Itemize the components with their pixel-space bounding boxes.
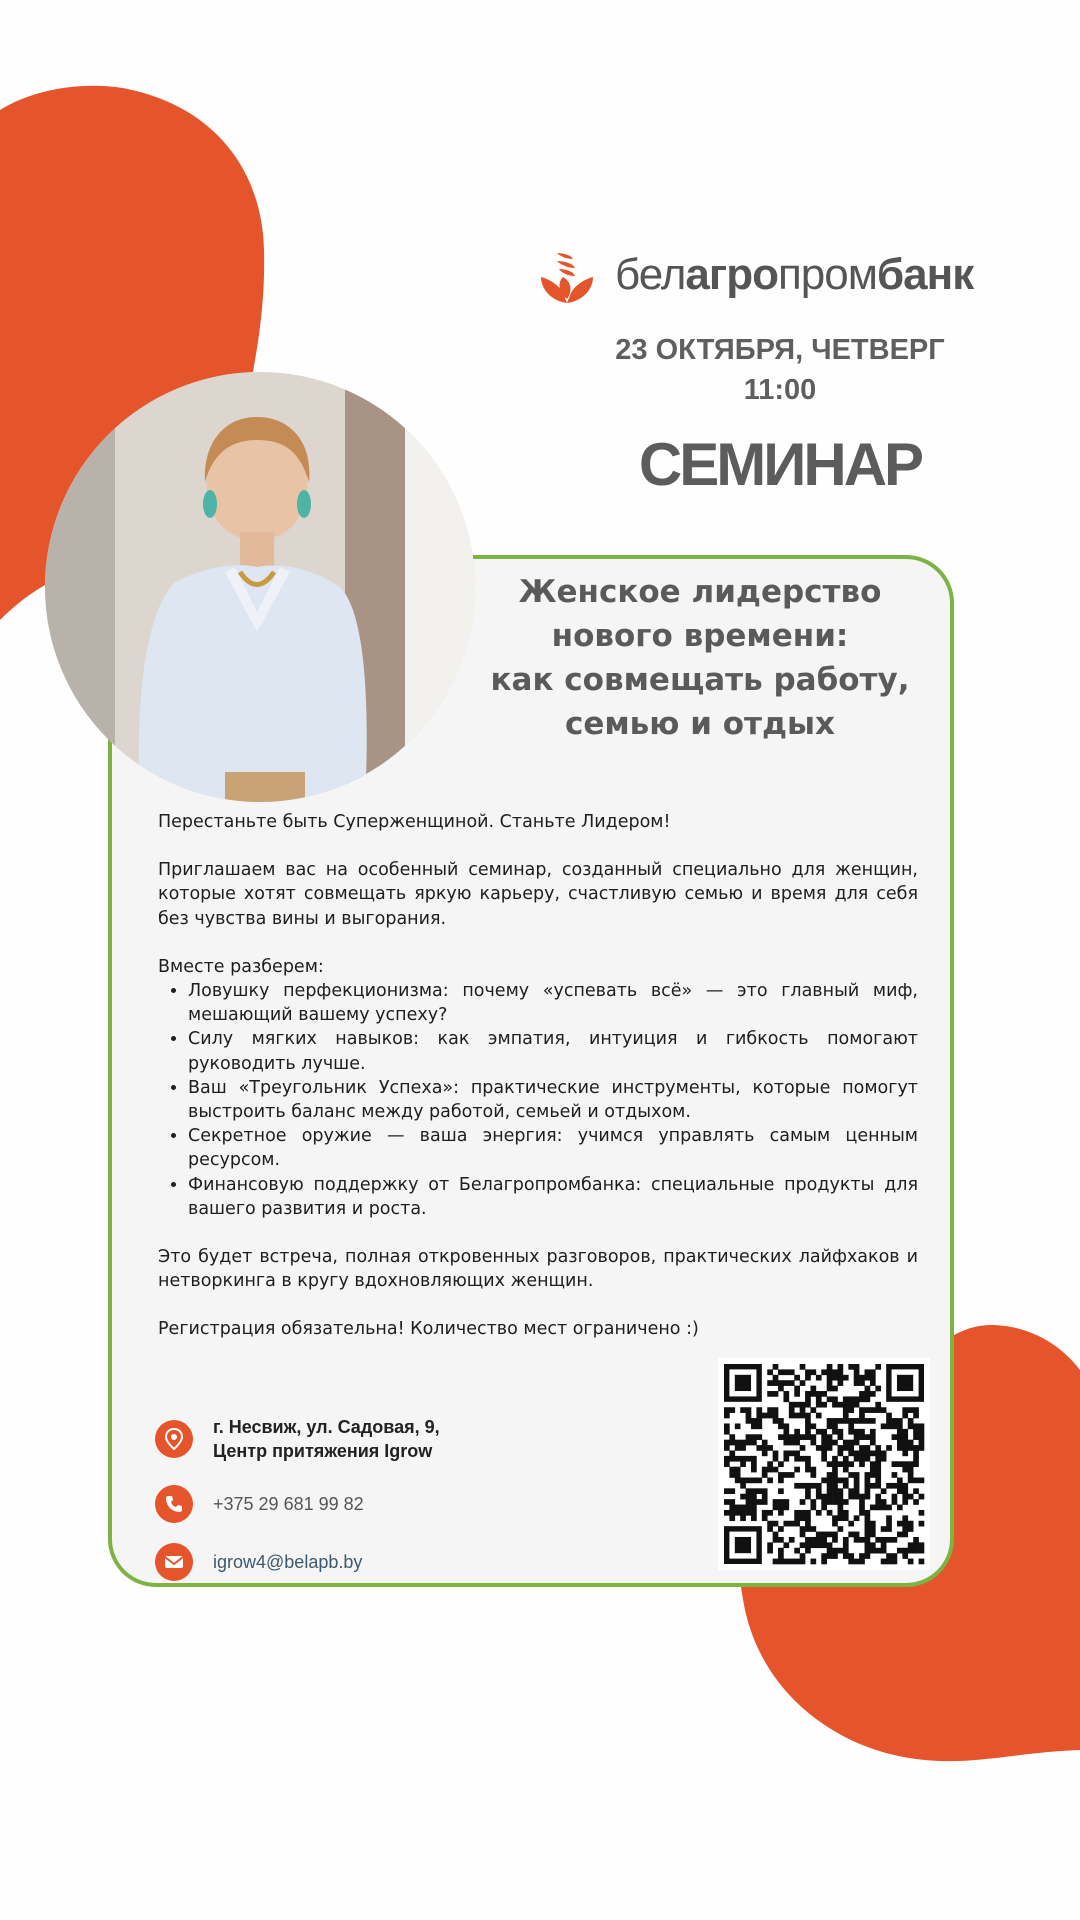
- topics-list: [158, 979, 918, 1221]
- event-type-heading: СЕМИНАР: [638, 431, 922, 498]
- bank-name: белагропромбанк: [615, 250, 974, 299]
- topic-line-1: Женское лидерство: [518, 574, 882, 610]
- topic-line-4: семью и отдых: [564, 706, 836, 742]
- qr-code[interactable]: [718, 1358, 930, 1570]
- wheat-sprout-icon: [535, 243, 599, 307]
- invitation-text: Приглашаем вас на особенный семинар, созданный специально для женщин, которые хотят совмещать яркую карьеру, счастливую семью и время для себя без чувства вины и выгорания.: [158, 860, 918, 929]
- list-item: • Секретное оружие — ваша энергия: учимся управлять самым ценным ресурсом.: [188, 1124, 918, 1172]
- list-item: • Силу мягких навыков: как эмпатия, интуиция и гибкость помогают руководить лучше.: [188, 1027, 918, 1075]
- address-contact: [155, 1415, 440, 1463]
- event-datetime: [560, 330, 1000, 410]
- email-address[interactable]: igrow4@belapb.by: [213, 1552, 363, 1572]
- mail-icon: [155, 1543, 193, 1581]
- intro-text: Перестаньте быть Суперженщиной. Станьте Лидером!: [158, 812, 671, 832]
- seminar-description: [158, 810, 918, 1366]
- list-item: • Ловушку перфекционизма: почему «успевать всё» — это главный миф, мешающий вашему успеху?: [188, 979, 918, 1027]
- email-contact[interactable]: [155, 1543, 362, 1581]
- registration-note: Регистрация обязательна! Количество мест ограничено :): [158, 1319, 699, 1340]
- list-heading: Вместе разберем:: [158, 956, 324, 977]
- address-text: [213, 1415, 440, 1463]
- address-line-1: г. Несвиж, ул. Садовая, 9,: [213, 1417, 440, 1437]
- topic-line-3: как совмещать работу,: [490, 662, 910, 698]
- list-item: • Финансовую поддержку от Белагропромбанка: специальные продукты для вашего развития и роста.: [188, 1173, 918, 1221]
- phone-number[interactable]: +375 29 681 99 82: [213, 1494, 364, 1514]
- closing-text: Это будет встреча, полная откровенных разговоров, практических лайфхаков и нетворкинга в кругу вдохновляющих женщин.: [158, 1247, 918, 1292]
- list-item: • Ваш «Треугольник Успеха»: практические инструменты, которые помогут выстроить баланс между работой, семьей и отдыхом.: [188, 1076, 918, 1124]
- phone-icon: [155, 1485, 193, 1523]
- event-date: 23 ОКТЯБРЯ, ЧЕТВЕРГ: [615, 334, 945, 366]
- bank-logo: [535, 240, 973, 310]
- seminar-topic: [480, 570, 920, 746]
- topic-line-2: нового времени:: [551, 618, 849, 654]
- speaker-photo: [45, 372, 475, 802]
- portrait-image: [45, 372, 475, 802]
- location-pin-icon: [155, 1420, 193, 1458]
- event-time: 11:00: [743, 374, 817, 406]
- address-line-2: Центр притяжения Igrow: [213, 1441, 433, 1461]
- phone-contact[interactable]: [155, 1485, 364, 1523]
